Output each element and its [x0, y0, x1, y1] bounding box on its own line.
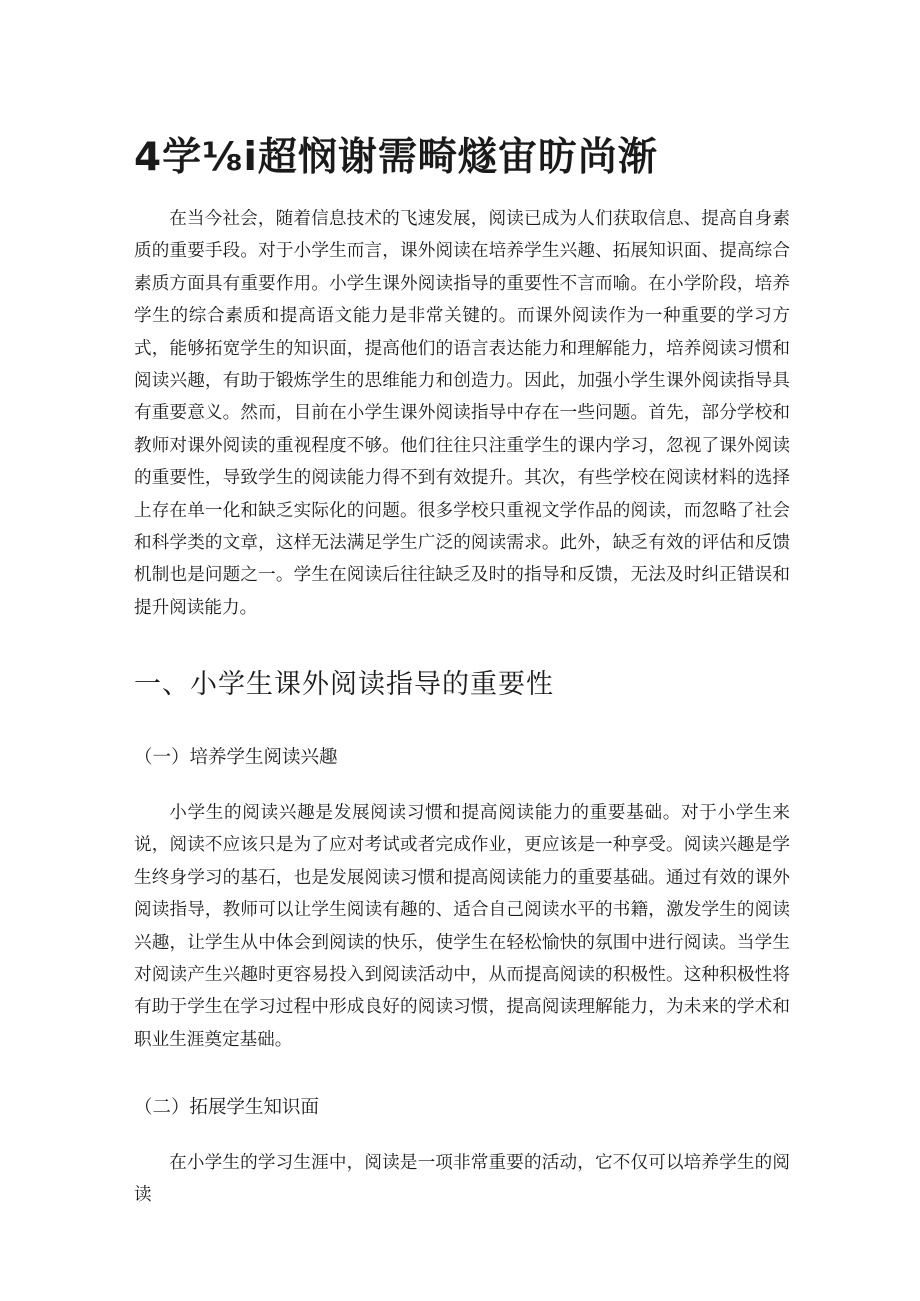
- document-title: 4学⅛i超悯谢需畸燧宙昉尚渐: [134, 135, 658, 180]
- subsection-heading-interest: （一）培养学生阅读兴趣: [134, 747, 338, 768]
- knowledge-paragraph: 在小学生的学习生涯中，阅读是一项非常重要的活动，它不仅可以培养学生的阅读: [134, 1153, 790, 1206]
- interest-paragraph: 小学生的阅读兴趣是发展阅读习惯和提高阅读能力的重要基础。对于小学生来说，阅读不应该只是为了应对考试或者完成作业，更应该是一种享受。阅读兴趣是学生终身学习的基石，也是发展阅读习惯和提高阅读能力的重要基础。通过有效的课外阅读指导，教师可以让学生阅读有趣的、适合自己阅读水平的书籍，激发学生的阅读兴趣，让学生从中体会到阅读的快乐，使学生在轻松愉快的氛围中进行阅读。当学生对阅读产生兴趣时更容易投入到阅读活动中，从而提高阅读的积极性。这种积极性将有助于学生在学习过程中形成良好的阅读习惯，提高阅读理解能力，为未来的学术和职业生涯奠定基础。: [134, 803, 790, 1050]
- intro-paragraph: 在当今社会，随着信息技术的飞速发展，阅读已成为人们获取信息、提高自身素质的重要手段。对于小学生而言，课外阅读在培养学生兴趣、拓展知识面、提高综合素质方面具有重要作用。小学生课外阅读指导的重要性不言而喻。在小学阶段，培养学生的综合素质和提高语文能力是非常关键的。而课外阅读作为一种重要的学习方式，能够拓宽学生的知识面，提高他们的语言表达能力和理解能力，培养阅读习惯和阅读兴趣，有助于锻炼学生的思维能力和创造力。因此，加强小学生课外阅读指导具有重要意义。然而，目前在小学生课外阅读指导中存在一些问题。首先，部分学校和教师对课外阅读的重视程度不够。他们往往只注重学生的课内学习，忽视了课外阅读的重要性，导致学生的阅读能力得不到有效提升。其次，有些学校在阅读材料的选择上存在单一化和缺乏实际化的问题。很多学校只重视文学作品的阅读，而忽略了社会和科学类的文章，这样无法满足学生广泛的阅读需求。此外，缺乏有效的评估和反馈机制也是问题之一。学生在阅读后往往缺乏及时的指导和反馈，无法及时纠正错误和提升阅读能力。: [134, 209, 790, 618]
- section-heading: 一、小学生课外阅读指导的重要性: [134, 669, 554, 700]
- subsection-heading-knowledge: （二）拓展学生知识面: [134, 1097, 320, 1118]
